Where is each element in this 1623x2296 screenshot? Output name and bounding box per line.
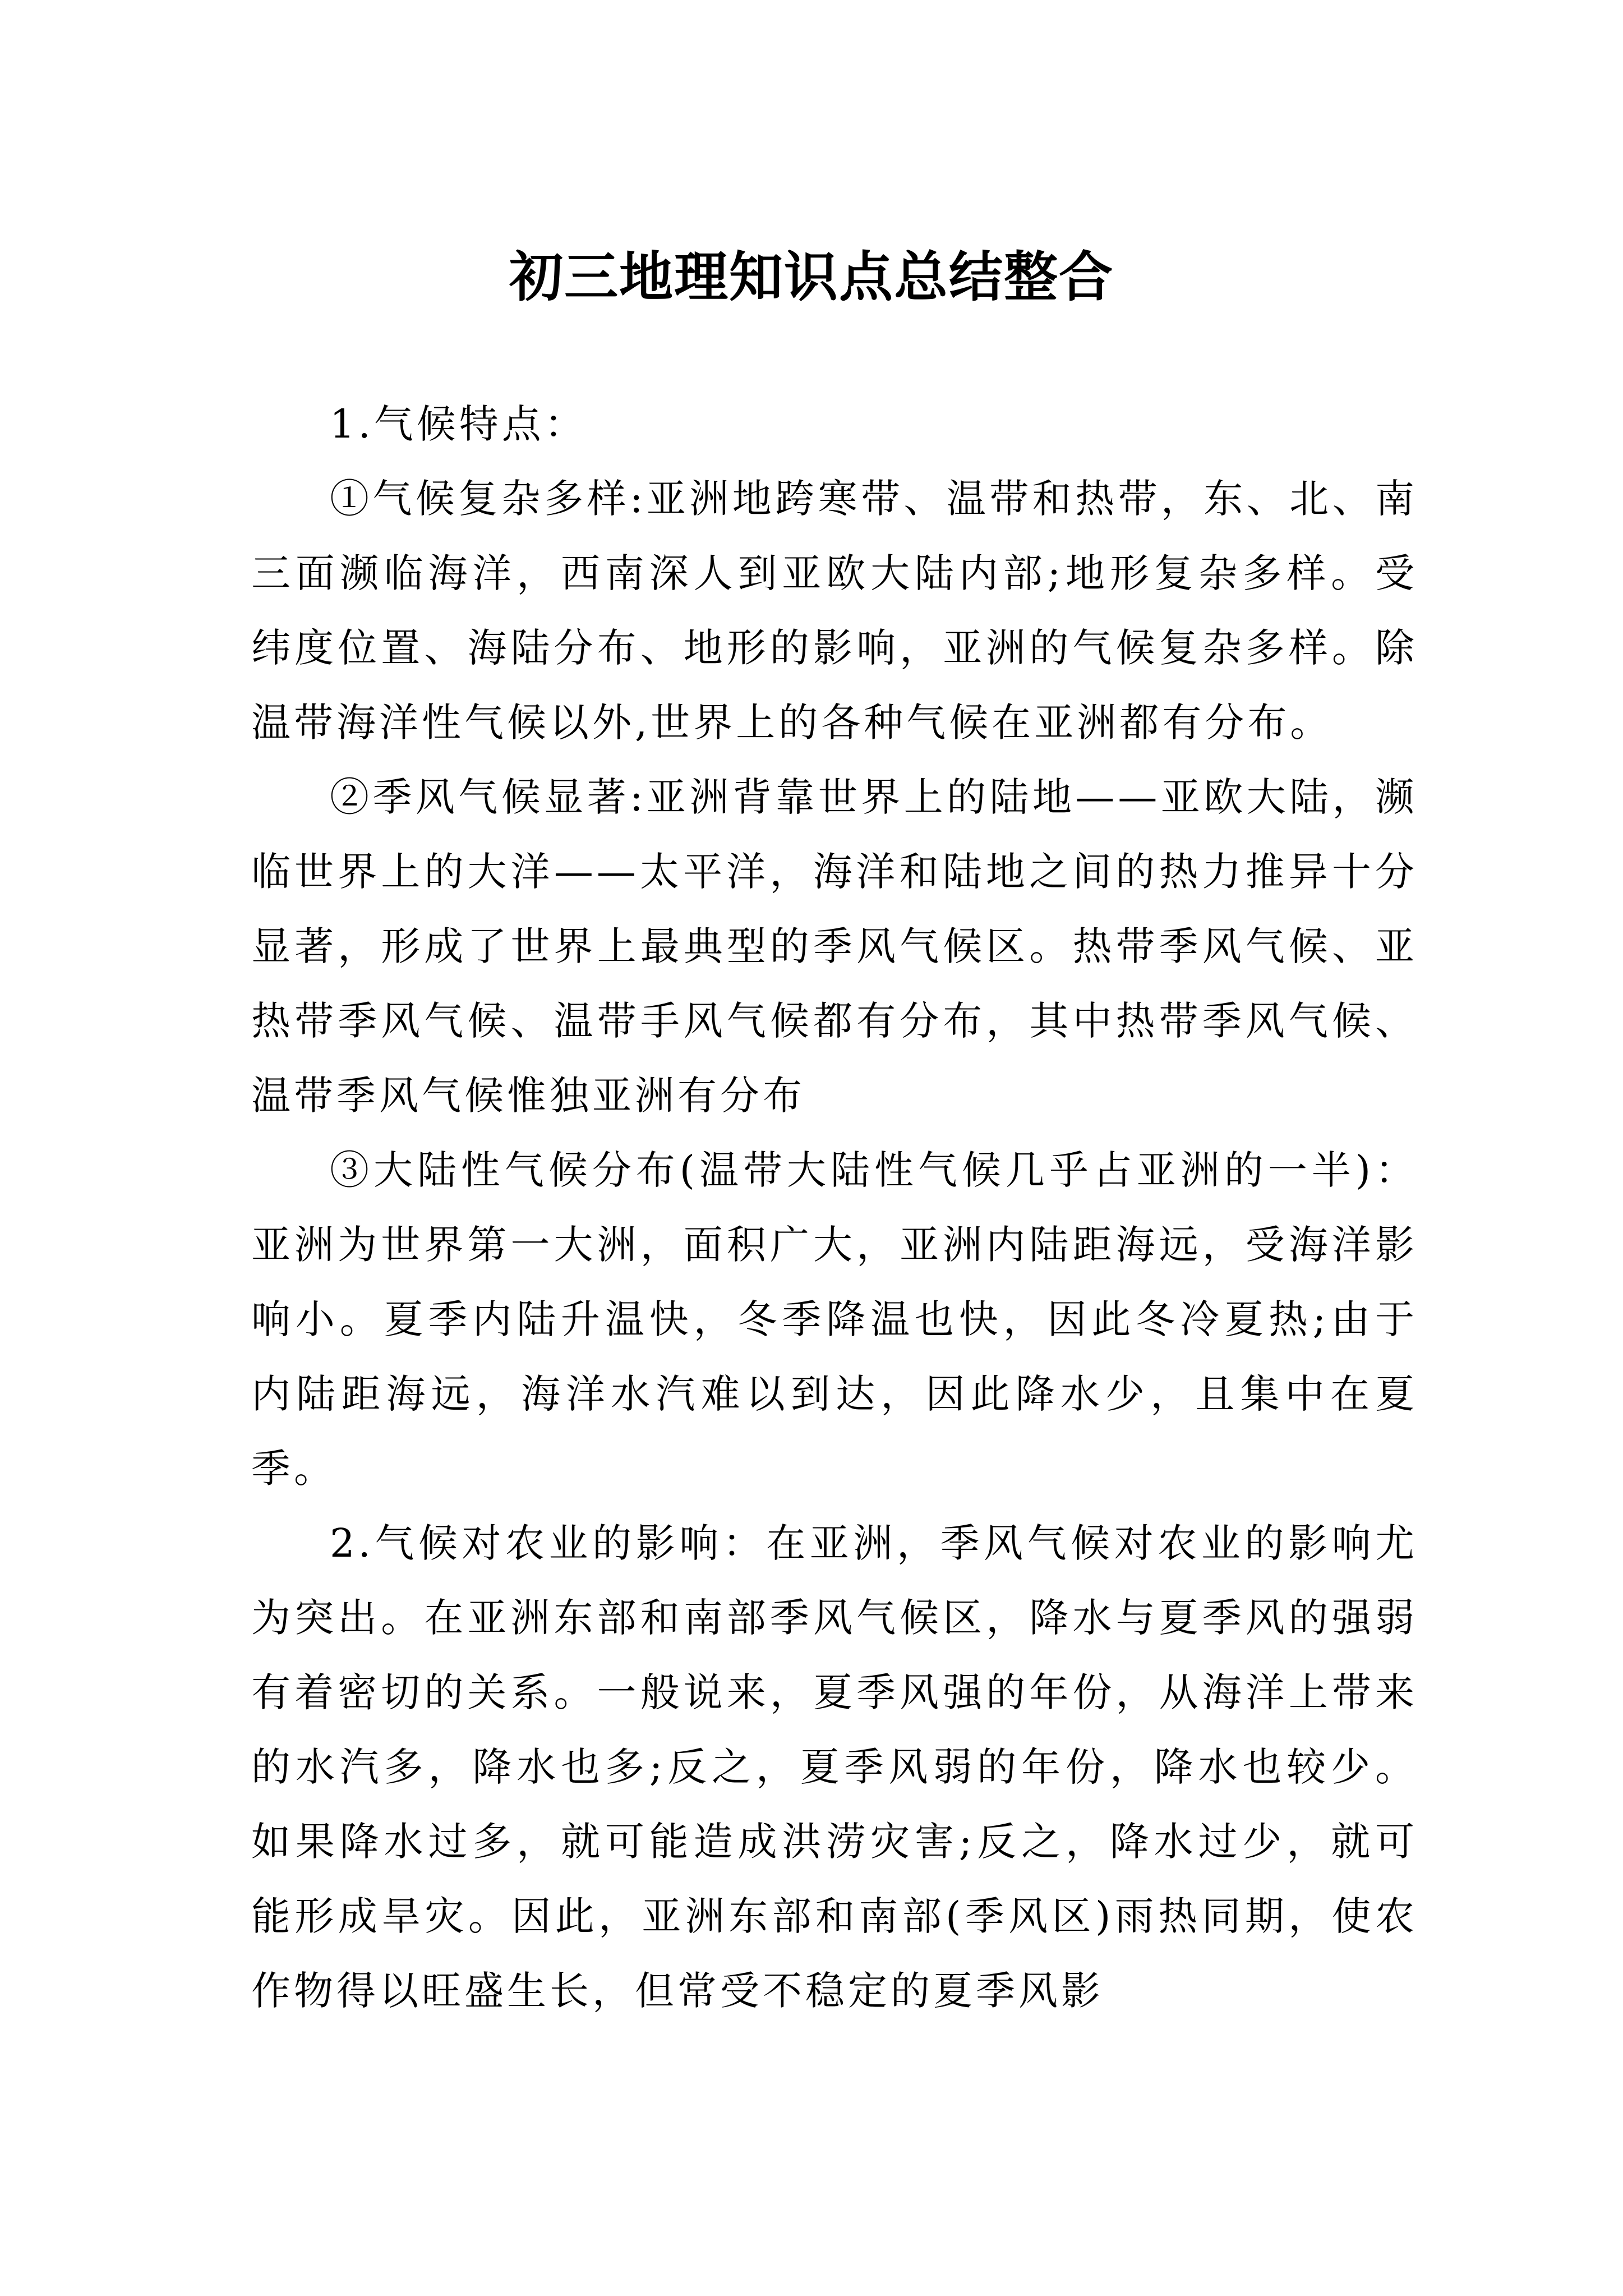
- document-body: [251, 387, 1418, 2028]
- paragraph-climate-agriculture: 2.气候对农业的影响：在亚洲，季风气候对农业的影响尤为突出。在亚洲东部和南部季风气候区，降水与夏季风的强弱有着密切的关系。一般说来，夏季风强的年份，从海洋上带来的水汽多，降水也多;反之，夏季风弱的年份，降水也较少。如果降水过多，就可能造成洪涝灾害;反之，降水过少，就可能形成旱灾。因此，亚洲东部和南部(季风区)雨热同期，使农作物得以旺盛生长，但常受不稳定的夏季风影: [251, 1520, 1418, 2014]
- paragraph-continental-climate: ③大陆性气候分布(温带大陆性气候几乎占亚洲的一半)：亚洲为世界第一大洲，面积广大，亚洲内陆距海远，受海洋影响小。夏季内陆升温快，冬季降温也快，因此冬冷夏热;由于内陆距海远，海洋水汽难以到达，因此降水少，且集中在夏季。: [251, 1147, 1418, 1492]
- document-title: 初三地理知识点总结整合: [509, 245, 1114, 309]
- paragraph-climate-features: 1.气候特点：: [330, 401, 587, 447]
- paragraph-climate-diverse: ①气候复杂多样:亚洲地跨寒带、温带和热带，东、北、南三面濒临海洋，西南深人到亚欧大陆内部;地形复杂多样。受纬度位置、海陆分布、地形的影响，亚洲的气候复杂多样。除温带海洋性气候以外,世界上的各种气候在亚洲都有分布。: [251, 476, 1418, 746]
- paragraph-monsoon-climate: ②季风气候显著:亚洲背靠世界上的陆地——亚欧大陆，濒临世界上的大洋——太平洋，海洋和陆地之间的热力推异十分显著，形成了世界上最典型的季风气候区。热带季风气候、亚热带季风气候、温带手风气候都有分布，其中热带季风气候、温带季风气候惟独亚洲有分布: [251, 774, 1418, 1119]
